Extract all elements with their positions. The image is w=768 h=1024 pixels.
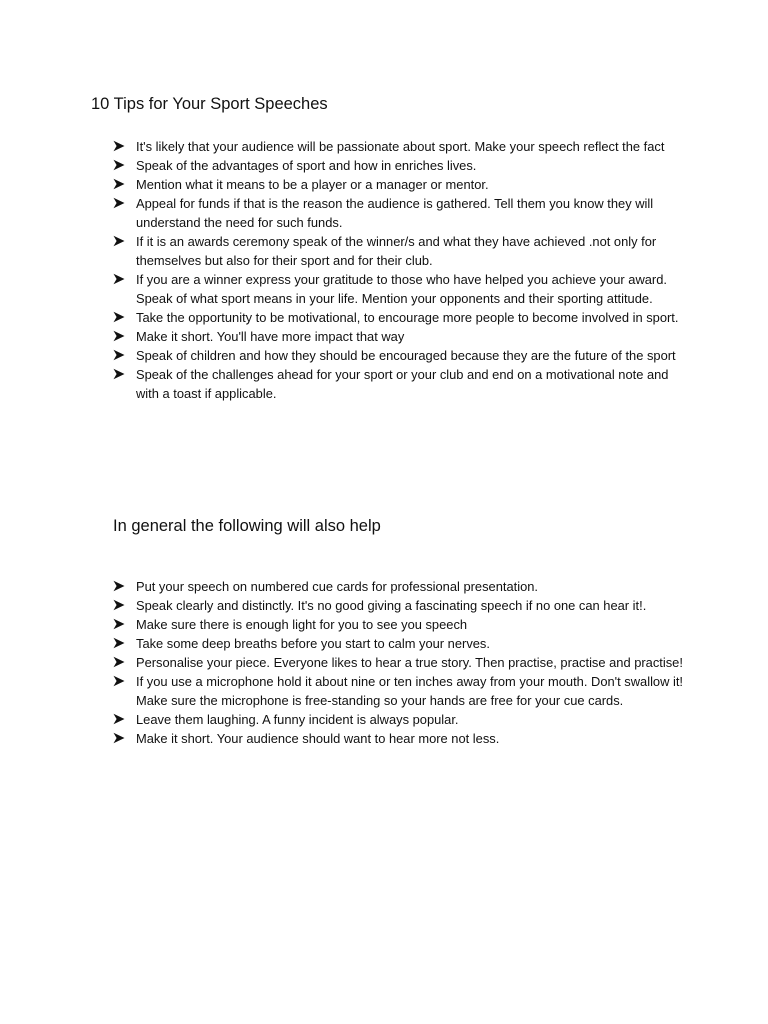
list-item-text: It's likely that your audience will be passionate about sport. Make your speech reflect the fact (136, 139, 665, 154)
list-item-text: Put your speech on numbered cue cards for professional presentation. (136, 579, 538, 594)
list-item-text: Speak of children and how they should be encouraged because they are the future of the sport (136, 348, 676, 363)
list-item (113, 365, 683, 403)
list-item-text: Make it short. Your audience should want to hear more not less. (136, 731, 500, 746)
arrowhead-bullet-icon (113, 156, 127, 175)
list-item-text: Appeal for funds if that is the reason the audience is gathered. Tell them you know they will understand the need for such funds. (136, 196, 654, 230)
general-tips-list (113, 577, 683, 748)
arrowhead-bullet-icon (113, 308, 127, 327)
list-item (113, 729, 683, 748)
page-title: 10 Tips for Your Sport Speeches (91, 95, 328, 113)
list-item (113, 577, 683, 596)
list-item (113, 634, 683, 653)
list-item-text: Speak clearly and distinctly. It's no good giving a fascinating speech if no one can hear it!. (136, 598, 647, 613)
arrowhead-bullet-icon (113, 232, 127, 251)
list-item-text: If you use a microphone hold it about nine or ten inches away from your mouth. Don't swallow it! Make sure the microphone is free-standing so your hands are free for your cue cards. (136, 674, 684, 708)
arrowhead-bullet-icon (113, 327, 127, 346)
list-item (113, 270, 683, 308)
list-item-text: Take some deep breaths before you start to calm your nerves. (136, 636, 490, 651)
list-item (113, 175, 683, 194)
list-item-text: Speak of the advantages of sport and how in enriches lives. (136, 158, 477, 173)
arrowhead-bullet-icon (113, 653, 127, 672)
section-heading: In general the following will also help (113, 517, 381, 535)
list-item (113, 672, 683, 710)
list-item-text: If it is an awards ceremony speak of the winner/s and what they have achieved .not only for themselves but also for their sport and for their club. (136, 234, 657, 268)
arrowhead-bullet-icon (113, 577, 127, 596)
list-item-text: Make sure there is enough light for you to see you speech (136, 617, 468, 632)
arrowhead-bullet-icon (113, 270, 127, 289)
list-item-text: Leave them laughing. A funny incident is always popular. (136, 712, 459, 727)
arrowhead-bullet-icon (113, 634, 127, 653)
list-item-text: Mention what it means to be a player or a manager or mentor. (136, 177, 489, 192)
arrowhead-bullet-icon (113, 710, 127, 729)
list-item-text: If you are a winner express your gratitude to those who have helped you achieve your award. Speak of what sport means in your life. Mention your opponents and their sporting attitude. (136, 272, 667, 306)
list-item (113, 653, 683, 672)
list-item-text: Make it short. You'll have more impact that way (136, 329, 405, 344)
arrowhead-bullet-icon (113, 175, 127, 194)
list-item (113, 346, 683, 365)
arrowhead-bullet-icon (113, 615, 127, 634)
list-item (113, 615, 683, 634)
arrowhead-bullet-icon (113, 346, 127, 365)
list-item-text: Speak of the challenges ahead for your sport or your club and end on a motivational note and with a toast if applicable. (136, 367, 669, 401)
tips-list (113, 137, 683, 403)
list-item (113, 710, 683, 729)
list-item-text: Personalise your piece. Everyone likes to hear a true story. Then practise, practise and practise! (136, 655, 683, 670)
list-item (113, 596, 683, 615)
arrowhead-bullet-icon (113, 596, 127, 615)
list-item (113, 327, 683, 346)
arrowhead-bullet-icon (113, 194, 127, 213)
list-item-text: Take the opportunity to be motivational, to encourage more people to become involved in sport. (136, 310, 679, 325)
list-item (113, 194, 683, 232)
arrowhead-bullet-icon (113, 729, 127, 748)
list-item (113, 232, 683, 270)
arrowhead-bullet-icon (113, 137, 127, 156)
arrowhead-bullet-icon (113, 672, 127, 691)
arrowhead-bullet-icon (113, 365, 127, 384)
list-item (113, 308, 683, 327)
list-item (113, 156, 683, 175)
list-item (113, 137, 683, 156)
